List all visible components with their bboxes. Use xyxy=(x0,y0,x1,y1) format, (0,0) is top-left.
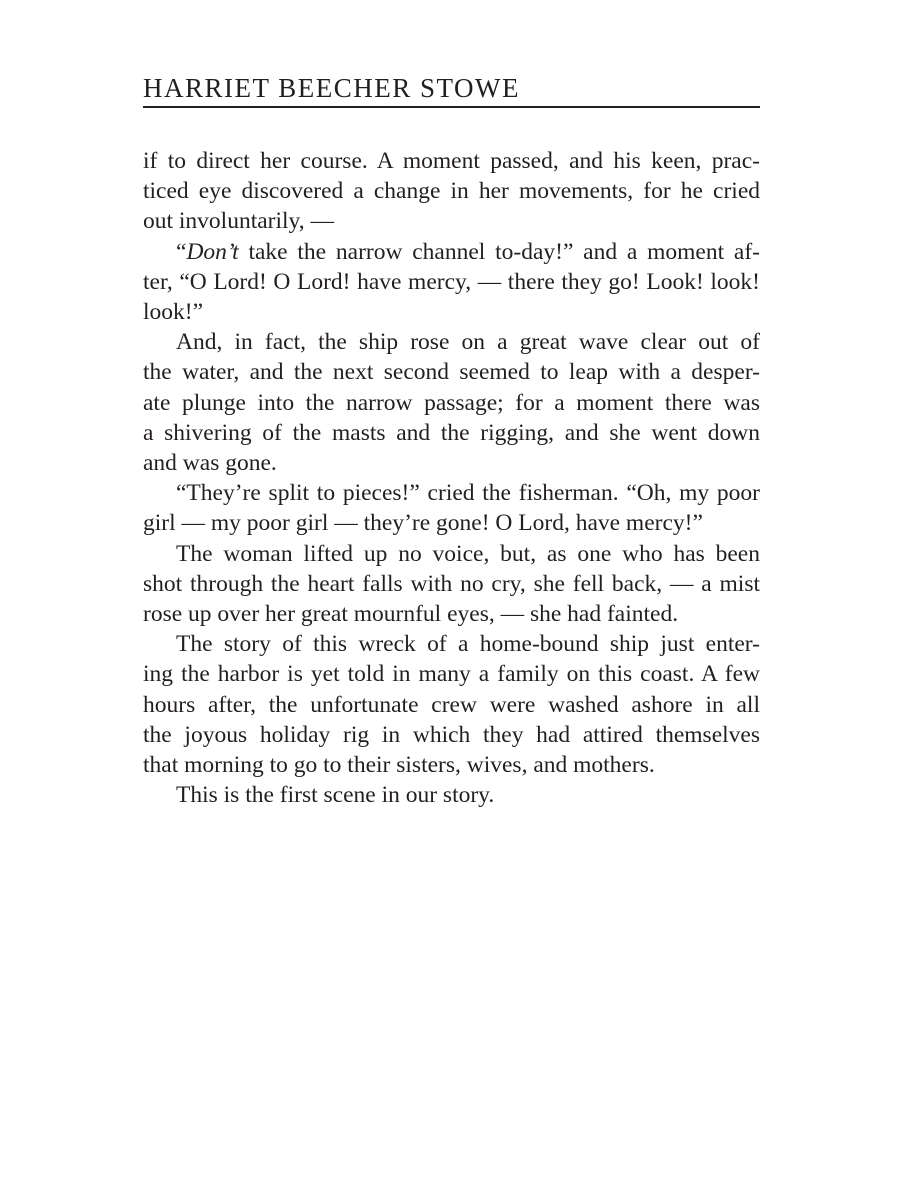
text-line: This is the first scene in our story. xyxy=(176,782,495,809)
text-line: a shivering of the masts and the rigging, and she went down xyxy=(143,419,760,446)
text-line: ter, “O Lord! O Lord! have mercy, — there they go! Look! look! xyxy=(143,268,760,295)
text-line: ate plunge into the narrow passage; for a moment there was xyxy=(143,389,760,416)
text-line: ticed eye discovered a change in her movements, for he cried xyxy=(143,178,760,205)
paragraph-4 xyxy=(143,478,760,538)
text-line: hours after, the unfortunate crew were washed ashore in all xyxy=(143,691,760,718)
text-line: rose up over her great mournful eyes, — she had fainted. xyxy=(143,601,679,628)
text-line: girl — my poor girl — they’re gone! O Lord, have mercy!” xyxy=(143,510,703,537)
open-quote: “ xyxy=(176,238,187,265)
text-line: and was gone. xyxy=(143,450,277,477)
text-line: The story of this wreck of a home-bound ship just enter- xyxy=(176,631,760,658)
emphasis-text: Don’t xyxy=(186,238,239,265)
text-line: the water, and the next second seemed to leap with a desper- xyxy=(143,359,760,386)
body-text xyxy=(143,146,760,810)
text-line: out involuntarily, — xyxy=(143,208,335,235)
text-line: the joyous holiday rig in which they had attired themselves xyxy=(143,721,760,748)
text-line: look!” xyxy=(143,299,204,326)
running-head: HARRIET BEECHER STOWE xyxy=(143,73,521,103)
header-rule xyxy=(143,106,760,108)
paragraph-6 xyxy=(143,629,760,780)
paragraph-7 xyxy=(143,780,760,810)
text-line: that morning to go to their sisters, wives, and mothers. xyxy=(143,752,655,779)
book-page xyxy=(143,72,760,810)
text-line: The woman lifted up no voice, but, as one who has been xyxy=(176,540,760,567)
paragraph-1 xyxy=(143,146,760,237)
text-line: And, in fact, the ship rose on a great wave clear out of xyxy=(176,329,760,356)
text-line-rest: take the narrow channel to-day!” and a moment af- xyxy=(238,238,760,265)
text-line: if to direct her course. A moment passed, and his keen, prac- xyxy=(143,148,760,174)
paragraph-3 xyxy=(143,327,760,478)
text-line: “They’re split to pieces!” cried the fisherman. “Oh, my poor xyxy=(176,480,760,507)
paragraph-2 xyxy=(143,237,760,328)
text-line: shot through the heart falls with no cry, she fell back, — a mist xyxy=(143,570,760,597)
text-line xyxy=(143,237,760,267)
text-line: ing the harbor is yet told in many a family on this coast. A few xyxy=(143,661,760,688)
paragraph-5 xyxy=(143,539,760,630)
